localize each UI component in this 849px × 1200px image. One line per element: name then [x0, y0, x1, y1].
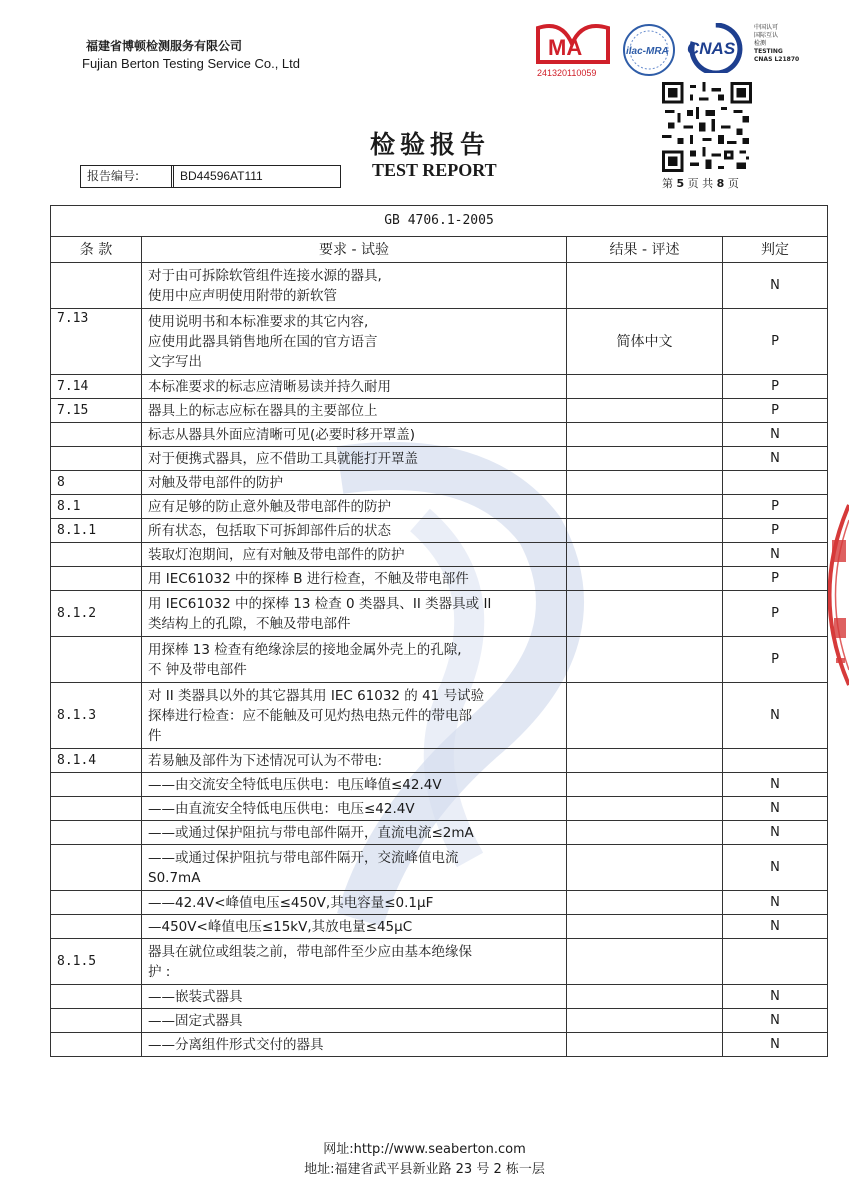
requirement-line: 用 IEC61032 中的探棒 B 进行检查，不触及带电部件 — [148, 570, 469, 587]
clause-cell — [51, 985, 142, 1009]
result-cell — [567, 447, 723, 471]
footer-website-label: 网址: — [323, 1142, 354, 1157]
table-row — [51, 637, 828, 683]
result-cell — [567, 939, 723, 985]
verdict-cell: N — [723, 543, 828, 567]
verdict-cell: N — [723, 773, 828, 797]
requirement-line: 探棒进行检查：应不能触及可见灼热电热元件的带电部 — [148, 707, 472, 724]
table-row — [51, 683, 828, 749]
verdict-cell — [723, 939, 828, 985]
verdict-cell: P — [723, 399, 828, 423]
cnas-side-line: CNAS L21870 — [754, 56, 800, 63]
result-cell — [567, 749, 723, 773]
verdict-cell: N — [723, 683, 828, 749]
qr-code — [662, 82, 752, 172]
requirement-cell — [142, 447, 567, 471]
clause-cell: 7.15 — [51, 399, 142, 423]
result-cell — [567, 797, 723, 821]
verdict-cell: P — [723, 495, 828, 519]
cma-number: 241320110059 — [537, 68, 597, 78]
table-row — [51, 447, 828, 471]
result-cell — [567, 637, 723, 683]
page-pre: 第 — [662, 177, 673, 190]
result-cell — [567, 845, 723, 891]
requirement-cell — [142, 495, 567, 519]
verdict-cell: P — [723, 637, 828, 683]
requirement-line: ——分离组件形式交付的器具 — [148, 1036, 324, 1053]
requirement-line: 用 IEC61032 中的探棒 13 检查 0 类器具、II 类器具或 II — [148, 595, 492, 612]
requirement-line: ——或通过保护阻抗与带电部件隔开，直流电流≤2mA — [148, 824, 474, 841]
verdict-cell: N — [723, 891, 828, 915]
clause-cell: 8.1 — [51, 495, 142, 519]
cma-logo — [532, 22, 614, 80]
requirement-cell — [142, 773, 567, 797]
clause-cell — [51, 845, 142, 891]
cnas-side-line: 国际互认 — [754, 32, 779, 39]
table-row — [51, 821, 828, 845]
table-row — [51, 519, 828, 543]
requirement-line: 装取灯泡期间，应有对触及带电部件的防护 — [148, 546, 405, 563]
requirement-line: 器具上的标志应标在器具的主要部位上 — [148, 402, 378, 419]
requirement-cell — [142, 985, 567, 1009]
requirement-line: 应有足够的防止意外触及带电部件的防护 — [148, 498, 391, 515]
clause-cell — [51, 423, 142, 447]
clause-cell — [51, 891, 142, 915]
ilac-mra-logo — [622, 23, 676, 77]
clause-cell — [51, 567, 142, 591]
verdict-cell: P — [723, 519, 828, 543]
cnas-side-line: TESTING — [754, 48, 783, 55]
requirement-cell — [142, 423, 567, 447]
requirement-cell — [142, 1009, 567, 1033]
result-cell — [567, 891, 723, 915]
table-row — [51, 543, 828, 567]
footer-website-url[interactable]: http://www.seaberton.com — [353, 1142, 526, 1157]
requirement-line: ——由交流安全特低电压供电：电压峰值≤42.4V — [148, 776, 442, 793]
table-row — [51, 591, 828, 637]
clause-cell — [51, 821, 142, 845]
requirement-cell — [142, 375, 567, 399]
requirement-line: 文字写出 — [148, 353, 202, 370]
result-cell — [567, 985, 723, 1009]
page-post: 页 — [727, 177, 739, 190]
result-cell — [567, 423, 723, 447]
verdict-cell: P — [723, 375, 828, 399]
header-verdict: 判定 — [723, 237, 828, 263]
requirement-cell — [142, 263, 567, 309]
clause-cell: 7.14 — [51, 375, 142, 399]
requirement-line: 使用中应声明使用附带的新软管 — [148, 287, 337, 304]
requirement-cell — [142, 637, 567, 683]
result-cell — [567, 495, 723, 519]
clause-cell: 8.1.4 — [51, 749, 142, 773]
result-cell — [567, 399, 723, 423]
verdict-cell: P — [723, 567, 828, 591]
requirement-line: ——或通过保护阻抗与带电部件隔开，交流峰值电流 — [148, 849, 459, 866]
cnas-side-line: 中国认可 — [754, 24, 779, 31]
clause-cell — [51, 637, 142, 683]
test-results-table — [50, 205, 828, 1057]
requirement-line: —450V<峰值电压≤15kV,其放电量≤45μC — [148, 918, 413, 935]
standard-row — [51, 206, 828, 237]
clause-cell — [51, 773, 142, 797]
requirement-line: 对于由可拆除软管组件连接水源的器具, — [148, 267, 382, 284]
table-row — [51, 985, 828, 1009]
requirement-line: 护 : — [148, 963, 171, 980]
report-number-value: BD44596AT111 — [180, 169, 263, 183]
clause-cell: 8.1.2 — [51, 591, 142, 637]
result-cell — [567, 591, 723, 637]
result-cell — [567, 915, 723, 939]
table-row — [51, 471, 828, 495]
clause-cell: 7.13 — [51, 309, 142, 375]
requirement-line: 对 II 类器具以外的其它器其用 IEC 61032 的 41 号试验 — [148, 687, 485, 704]
requirement-cell — [142, 797, 567, 821]
table-row — [51, 845, 828, 891]
requirement-cell — [142, 543, 567, 567]
verdict-cell: P — [723, 591, 828, 637]
footer-address-label: 地址: — [304, 1162, 335, 1177]
report-title-cn: 检验报告 — [370, 130, 491, 159]
requirement-cell — [142, 399, 567, 423]
table-row — [51, 423, 828, 447]
cnas-side-text — [754, 24, 799, 64]
result-cell — [567, 567, 723, 591]
result-cell — [567, 471, 723, 495]
requirement-line: 不 钟及带电部件 — [148, 661, 247, 678]
requirement-line: 所有状态，包括取下可拆卸部件后的状态 — [148, 522, 391, 539]
verdict-cell: N — [723, 1009, 828, 1033]
requirement-line: 对触及带电部件的防护 — [148, 474, 283, 491]
header-requirement: 要求 - 试验 — [142, 237, 567, 263]
cnas-logo — [683, 23, 749, 73]
table-row — [51, 495, 828, 519]
verdict-cell: N — [723, 915, 828, 939]
verdict-cell — [723, 471, 828, 495]
verdict-cell: N — [723, 447, 828, 471]
table-row — [51, 375, 828, 399]
requirement-line: 标志从器具外面应清晰可见(必要时移开罩盖) — [148, 426, 416, 443]
footer-address-text: 福建省武平县新业路 23 号 2 栋一层 — [334, 1162, 545, 1177]
requirement-cell — [142, 915, 567, 939]
table-row — [51, 915, 828, 939]
clause-cell — [51, 915, 142, 939]
verdict-cell: N — [723, 1033, 828, 1057]
page-mid: 页 共 — [687, 177, 714, 190]
requirement-cell — [142, 519, 567, 543]
verdict-cell: P — [723, 309, 828, 375]
requirement-cell — [142, 891, 567, 915]
page-indicator — [662, 175, 739, 191]
page-total: 8 — [716, 177, 725, 190]
table-row — [51, 891, 828, 915]
company-name-en: Fujian Berton Testing Service Co., Ltd — [82, 56, 300, 71]
clause-cell — [51, 1033, 142, 1057]
clause-cell — [51, 1009, 142, 1033]
table-row — [51, 1009, 828, 1033]
requirement-cell — [142, 683, 567, 749]
header-row — [51, 237, 828, 263]
requirement-line: 本标准要求的标志应清晰易读并持久耐用 — [148, 378, 391, 395]
requirement-line: S0.7mA — [148, 869, 201, 886]
requirement-line: 对于便携式器具，应不借助工具就能打开罩盖 — [148, 450, 418, 467]
requirement-cell — [142, 821, 567, 845]
requirement-cell — [142, 309, 567, 375]
header-result: 结果 - 评述 — [567, 237, 723, 263]
requirement-cell — [142, 591, 567, 637]
requirement-cell — [142, 939, 567, 985]
page-current: 5 — [676, 177, 685, 190]
verdict-cell — [723, 749, 828, 773]
clause-cell: 8.1.5 — [51, 939, 142, 985]
verdict-cell: N — [723, 985, 828, 1009]
clause-cell — [51, 543, 142, 567]
table-row — [51, 567, 828, 591]
footer-address — [0, 1158, 849, 1177]
table-row — [51, 399, 828, 423]
requirement-line: 器具在就位或组装之前，带电部件至少应由基本绝缘保 — [148, 943, 472, 960]
result-cell: 简体中文 — [567, 309, 723, 375]
ilac-text: ilac-MRA — [626, 46, 669, 57]
clause-cell — [51, 797, 142, 821]
requirement-cell — [142, 749, 567, 773]
result-cell — [567, 263, 723, 309]
table-row — [51, 773, 828, 797]
verdict-cell: N — [723, 263, 828, 309]
table-row — [51, 797, 828, 821]
requirement-cell — [142, 567, 567, 591]
requirement-line: ——由直流安全特低电压供电：电压≤42.4V — [148, 800, 415, 817]
result-cell — [567, 1033, 723, 1057]
requirement-line: 使用说明书和本标准要求的其它内容, — [148, 313, 369, 330]
cnas-text: CNAS — [687, 39, 736, 58]
requirement-cell — [142, 471, 567, 495]
verdict-cell: N — [723, 797, 828, 821]
requirement-line: 若易触及部件为下述情况可认为不带电: — [148, 752, 383, 769]
verdict-cell: N — [723, 845, 828, 891]
footer-website — [0, 1138, 849, 1157]
requirement-line: 类结构上的孔隙，不触及带电部件 — [148, 615, 351, 632]
cnas-side-line: 检测 — [754, 40, 767, 47]
table-row — [51, 263, 828, 309]
standard-number: GB 4706.1-2005 — [51, 206, 828, 237]
table-row — [51, 939, 828, 985]
result-cell — [567, 683, 723, 749]
requirement-line: 用探棒 13 检查有绝缘涂层的接地金属外壳上的孔隙, — [148, 641, 462, 658]
table-row — [51, 749, 828, 773]
clause-cell — [51, 447, 142, 471]
requirement-line: 件 — [148, 727, 162, 744]
result-cell — [567, 1009, 723, 1033]
cma-logo-text: MA — [548, 35, 583, 60]
table-row — [51, 1033, 828, 1057]
verdict-cell: N — [723, 423, 828, 447]
result-cell — [567, 519, 723, 543]
clause-cell — [51, 263, 142, 309]
requirement-line: ——嵌装式器具 — [148, 988, 243, 1005]
requirement-line: ——固定式器具 — [148, 1012, 243, 1029]
result-cell — [567, 773, 723, 797]
verdict-cell: N — [723, 821, 828, 845]
report-number-box — [80, 165, 341, 188]
clause-cell: 8 — [51, 471, 142, 495]
requirement-cell — [142, 1033, 567, 1057]
requirement-line: 应使用此器具销售地所在国的官方语言 — [148, 333, 378, 350]
clause-cell: 8.1.1 — [51, 519, 142, 543]
clause-cell: 8.1.3 — [51, 683, 142, 749]
report-number-label: 报告编号: — [81, 166, 174, 187]
result-cell — [567, 543, 723, 567]
result-cell — [567, 821, 723, 845]
result-cell — [567, 375, 723, 399]
requirement-line: ——42.4V<峰值电压≤450V,其电容量≤0.1μF — [148, 894, 434, 911]
table-row — [51, 309, 828, 375]
header-clause: 条 款 — [51, 237, 142, 263]
report-title-en: TEST REPORT — [372, 160, 497, 180]
company-name-cn: 福建省博顿检测服务有限公司 — [86, 39, 243, 53]
requirement-cell — [142, 845, 567, 891]
